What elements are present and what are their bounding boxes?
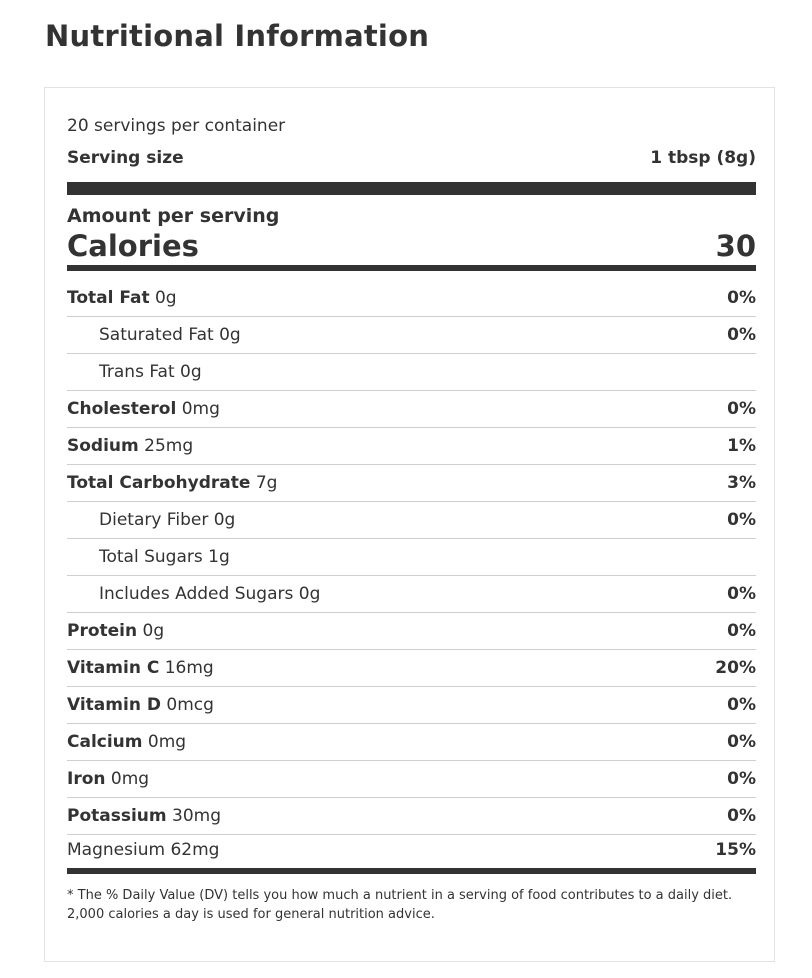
calories-row [67, 227, 756, 265]
nutrient-daily-value: 0% [727, 288, 756, 308]
amount-per-serving-label: Amount per serving [67, 205, 280, 227]
nutrient-amount: 0mg [110, 769, 150, 789]
nutrient-daily-value: 0% [727, 584, 756, 604]
nutrient-amount: 0g [180, 362, 202, 382]
nutrient-amount: 25mg [144, 436, 194, 456]
nutrient-row [67, 724, 756, 761]
servings-per-container: 20 servings per container [67, 116, 286, 136]
nutrient-row [67, 835, 756, 869]
nutrient-row [67, 428, 756, 465]
nutrient-label [67, 436, 193, 456]
nutrient-name: Total Sugars [99, 547, 203, 567]
nutrient-amount: 0g [298, 584, 321, 604]
nutrient-label [67, 584, 320, 604]
nutrient-label [67, 840, 219, 860]
nutrient-name: Vitamin D [67, 695, 161, 715]
nutrient-row [67, 539, 756, 576]
nutrient-label [67, 473, 277, 493]
nutrient-row [67, 576, 756, 613]
nutrient-row [67, 687, 756, 724]
nutrient-daily-value: 0% [727, 769, 756, 789]
page-title: Nutritional Information [45, 19, 430, 53]
nutrient-label [67, 399, 220, 419]
nutrition-facts-panel [44, 87, 775, 962]
nutrient-label [67, 732, 186, 752]
nutrient-name: Trans Fat [99, 362, 175, 382]
nutrient-daily-value: 0% [727, 621, 756, 641]
nutrient-row [67, 391, 756, 428]
nutrient-name: Dietary Fiber [99, 510, 209, 530]
nutrient-row [67, 613, 756, 650]
nutrient-row [67, 354, 756, 391]
nutrient-daily-value: 0% [727, 732, 756, 752]
nutrient-daily-value: 0% [727, 399, 756, 419]
nutrient-name: Includes Added Sugars [99, 584, 294, 604]
nutrient-daily-value: 0% [727, 695, 756, 715]
calories-value: 30 [715, 229, 756, 263]
nutrient-amount: 30mg [172, 806, 222, 826]
nutrient-label [67, 621, 164, 641]
nutrient-list [67, 280, 756, 869]
nutrient-daily-value: 0% [727, 510, 756, 530]
nutrient-amount: 62mg [170, 840, 220, 860]
nutrient-label [67, 288, 177, 308]
nutrient-name: Total Carbohydrate [67, 473, 251, 493]
nutrient-amount: 16mg [164, 658, 214, 678]
nutrient-daily-value: 20% [715, 658, 756, 678]
nutrient-amount: 0g [154, 288, 177, 308]
serving-size-value: 1 tbsp (8g) [650, 148, 756, 168]
nutrient-name: Sodium [67, 436, 139, 456]
nutrient-label [67, 658, 214, 678]
nutrient-row [67, 502, 756, 539]
nutrient-daily-value: 15% [715, 840, 756, 860]
nutrient-label [67, 769, 149, 789]
nutrient-amount: 0mcg [166, 695, 214, 715]
nutrient-label [67, 325, 241, 345]
nutrient-name: Cholesterol [67, 399, 177, 419]
nutrient-row [67, 465, 756, 502]
nutrient-name: Potassium [67, 806, 167, 826]
nutrient-amount: 1g [208, 547, 230, 567]
nutrient-daily-value: 1% [727, 436, 756, 456]
nutrient-row [67, 650, 756, 687]
nutrient-daily-value: 0% [727, 325, 756, 345]
nutrient-name: Calcium [67, 732, 143, 752]
serving-size-row [67, 146, 756, 170]
nutrient-amount: 7g [255, 473, 278, 493]
nutrient-label [67, 695, 214, 715]
nutrient-amount: 0mg [181, 399, 220, 419]
nutrient-row [67, 280, 756, 317]
nutrient-amount: 0g [219, 325, 241, 345]
nutrient-amount: 0mg [147, 732, 187, 752]
thick-divider [67, 182, 756, 195]
bottom-divider [67, 868, 756, 874]
nutrient-name: Magnesium [67, 840, 166, 860]
daily-value-footnote: * The % Daily Value (DV) tells you how much a nutrient in a serving of food contributes to a daily diet. 2,000 calories a day is used for general nutrition advice. [67, 888, 733, 922]
nutrient-label [67, 510, 235, 530]
nutrient-name: Total Fat [67, 288, 150, 308]
nutrient-amount: 0g [213, 510, 236, 530]
nutrient-daily-value: 3% [727, 473, 756, 493]
serving-size-label: Serving size [67, 148, 184, 168]
nutrient-daily-value: 0% [727, 806, 756, 826]
nutrient-name: Vitamin C [67, 658, 160, 678]
calories-label: Calories [67, 229, 199, 263]
nutrient-row [67, 317, 756, 354]
nutrient-label [67, 362, 202, 382]
nutrient-amount: 0g [142, 621, 165, 641]
nutrient-name: Saturated Fat [99, 325, 214, 345]
nutrient-row [67, 761, 756, 798]
nutrient-name: Iron [67, 769, 106, 789]
medium-divider [67, 265, 756, 271]
nutrient-label [67, 547, 230, 567]
nutrient-name: Protein [67, 621, 138, 641]
nutrient-label [67, 806, 221, 826]
nutrient-row [67, 798, 756, 835]
